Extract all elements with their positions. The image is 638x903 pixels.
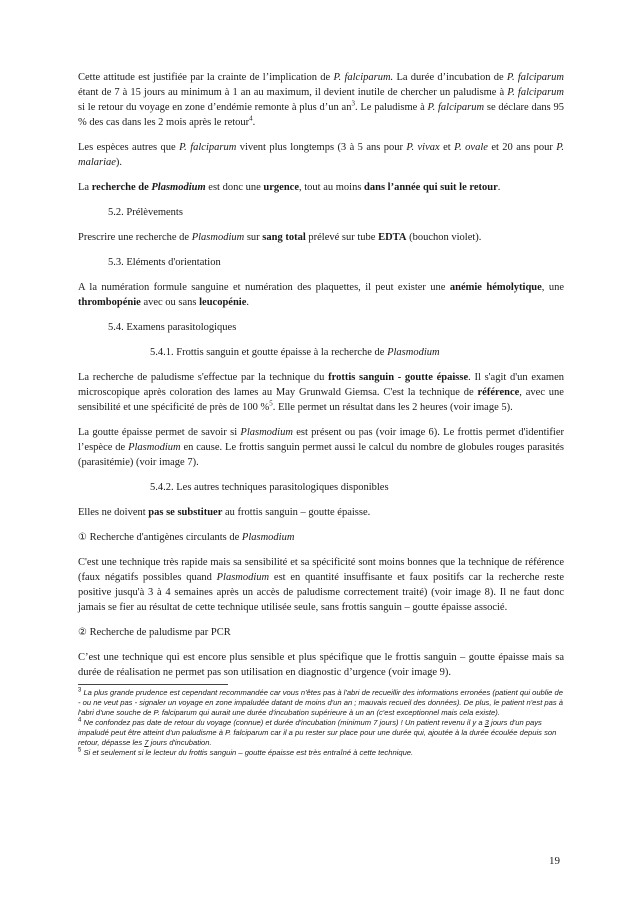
species-name: P. falciparum.: [333, 72, 394, 83]
species-name: Plasmodium: [191, 232, 245, 243]
text: La goutte épaisse permet de savoir si: [78, 427, 241, 438]
emphasis: frottis sanguin - goutte épaisse: [328, 372, 469, 383]
text: ).: [115, 157, 123, 168]
text: vivent plus longtemps (3 à 5 ans pour: [236, 142, 407, 153]
paragraph-urgency: [78, 180, 564, 195]
text: au frottis sanguin – goutte épaisse.: [222, 507, 371, 518]
list-item-pcr: [78, 625, 564, 640]
footnote-text: Ne confondez pas date de retour du voyage (connue) et durée d'incubation (minimum 7 jours) ! Un patient revenu il y a: [81, 718, 485, 727]
species-name: Plasmodium: [240, 427, 293, 438]
species-name: Plasmodium: [216, 572, 270, 583]
text: et 20 ans pour: [487, 142, 557, 153]
circled-one-icon: ①: [78, 532, 87, 543]
footnote-text: La plus grande prudence est cependant recommandée car vous n'êtes pas à l'abri de recueillir des informations erronées (patient qui oublie de - ou ne veut pas - signaler un voyage en zone impaludée datant de moins d'un an ; mauvais recueil des données). De plus, le patient n'est pas à l'abri d'une souche de P. falciparum qui aurait une durée d'incubation supérieure à un an (c'est exceptionnel mais cela existe).: [78, 688, 563, 717]
text: sur: [244, 232, 263, 243]
section-heading-5-4: 5.4. Examens parasitologiques: [108, 322, 237, 333]
emphasis: thrombopénie: [78, 297, 141, 308]
footnote-ref-4[interactable]: 4: [249, 114, 253, 123]
emphasis: leucopénie: [199, 297, 247, 308]
species-name: Plasmodium: [241, 532, 295, 543]
species-name: P. falciparum: [507, 87, 564, 98]
text: et: [439, 142, 455, 153]
text: est présent ou pas (voir image 6). Le frottis permet d'identifier l’espèce de: [78, 427, 564, 453]
paragraph-orientation: [78, 280, 564, 310]
footnote-text: jours d'incubation.: [148, 738, 212, 747]
underlined-number: 3: [484, 718, 489, 727]
page-number: 19: [549, 855, 560, 867]
species-name: P. falciparum: [179, 142, 237, 153]
text: . Il s'agit d'un examen microscopique après coloration des lames au May Grunwald Giemsa. C'est la technique de: [78, 372, 564, 398]
text: est donc une: [205, 182, 264, 193]
text: Recherche de paludisme par PCR: [86, 627, 231, 638]
footnote-ref-3[interactable]: 3: [351, 99, 355, 108]
footnote-separator: [78, 684, 228, 685]
paragraph-antigen: [78, 555, 564, 615]
species-name: Plasmodium: [387, 347, 440, 358]
text: . Le paludisme à: [354, 102, 428, 113]
paragraph-goutte-epaisse: [78, 425, 564, 470]
emphasis: Plasmodium: [151, 182, 206, 193]
species-name: Plasmodium: [128, 442, 181, 453]
paragraph-other-species: [78, 140, 564, 170]
text: A la numération formule sanguine et numération des plaquettes, il peut exister une: [78, 282, 450, 293]
paragraph-sampling: [78, 230, 564, 245]
paragraph-incubation: [78, 70, 564, 130]
emphasis: EDTA: [378, 232, 407, 243]
emphasis: référence: [477, 387, 520, 398]
text: étant de 7 à 15 jours au minimum à 1 an au maximum, il devient inutile de chercher un paludisme à: [78, 87, 508, 98]
text: avec ou sans: [140, 297, 200, 308]
text: La durée d’incubation de: [393, 72, 507, 83]
emphasis: dans l’année qui suit le retour: [364, 182, 498, 193]
text: Elles ne doivent: [78, 507, 149, 518]
text: (bouchon violet).: [406, 232, 482, 243]
text: si le retour du voyage en zone d’endémie remonte à plus d’un an: [78, 102, 352, 113]
text: .: [497, 182, 501, 193]
text: .: [252, 117, 256, 128]
footnote-text: Si et seulement si le lecteur du frottis sanguin – goutte épaisse est très entraîné à cette technique.: [81, 748, 414, 757]
paragraph-frottis: [78, 370, 564, 415]
text: .: [246, 297, 250, 308]
emphasis: pas se substituer: [148, 507, 223, 518]
footnote-3: [78, 688, 564, 718]
section-heading-5-2: 5.2. Prélèvements: [108, 207, 183, 218]
footnote-number: 3: [78, 687, 82, 694]
text: est en quantité insuffisante et faux positifs car la recherche reste positive jusqu'à 3 à 4 semaines après un accès de paludisme correctement traité) (voir image 8). Il ne faut donc jamais se fier au résultat de cette technique utilisée seule, sans frottis sanguin – goutte épaisse associé.: [78, 572, 564, 613]
text: C'est une technique très rapide mais sa sensibilité et sa spécificité sont moins bonnes que la technique de référence (faux négatifs possibles quand: [78, 557, 564, 583]
document-body: [78, 70, 564, 758]
emphasis: sang total: [262, 232, 306, 243]
text: Prescrire une recherche de: [78, 232, 192, 243]
species-name: P. vivax: [406, 142, 440, 153]
section-heading-5-4-2: 5.4.2. Les autres techniques parasitologiques disponibles: [150, 482, 389, 493]
text: La recherche de paludisme s'effectue par la technique du: [78, 372, 329, 383]
text: , tout au moins: [298, 182, 365, 193]
text: 5.4.1. Frottis sanguin et goutte épaisse à la recherche de: [150, 347, 388, 358]
footnote-number: 5: [78, 747, 82, 754]
circled-two-icon: ②: [78, 627, 87, 638]
text: La: [78, 182, 92, 193]
paragraph-pcr: C’est une technique qui est encore plus sensible et plus spécifique que le frottis sanguin – goutte épaisse mais sa durée de réalisation ne permet pas son utilisation en diagnostic d’urgence (voir image 9).: [78, 652, 564, 678]
text: Les espèces autres que: [78, 142, 180, 153]
text: , avec une sensibilité et une spécificité de près de 100 %: [78, 387, 564, 413]
species-name: P. malariae: [78, 142, 564, 168]
emphasis: anémie hémolytique: [449, 282, 542, 293]
text: , une: [541, 282, 564, 293]
section-heading-5-3: 5.3. Eléments d'orientation: [108, 257, 221, 268]
footnote-text: jours d'un pays impaludé peut être atteint d'un paludisme à P. falciparum car il a pu rester sur place pour une durée qui, ajoutée à la durée écoulée depuis son retour, dépasse les: [78, 718, 557, 747]
footnote-5: [78, 748, 564, 758]
text: . Elle permet un résultat dans les 2 heures (voir image 5).: [272, 402, 513, 413]
footnote-ref-5[interactable]: 5: [269, 399, 273, 408]
list-item-antigen: [78, 530, 564, 545]
footnote-4: [78, 718, 564, 748]
species-name: P. falciparum: [506, 72, 564, 83]
paragraph-no-substitute: [78, 505, 564, 520]
text: en cause. Le frottis sanguin permet aussi le calcul du nombre de globules rouges parasités (parasitémie) (voir image 7).: [78, 442, 564, 468]
emphasis: recherche de: [91, 182, 152, 193]
species-name: P. ovale: [454, 142, 488, 153]
text: Cette attitude est justifiée par la crainte de l’implication de: [78, 72, 334, 83]
footnote-number: 4: [78, 717, 82, 724]
species-name: P. falciparum: [427, 102, 485, 113]
emphasis: urgence: [263, 182, 299, 193]
underlined-number: 7: [144, 738, 149, 747]
text: se déclare dans 95 % des cas dans les 2 mois après le retour: [78, 102, 564, 128]
text: prélevé sur tube: [305, 232, 379, 243]
section-heading-5-4-1: [150, 345, 564, 360]
text: Recherche d'antigènes circulants de: [86, 532, 242, 543]
